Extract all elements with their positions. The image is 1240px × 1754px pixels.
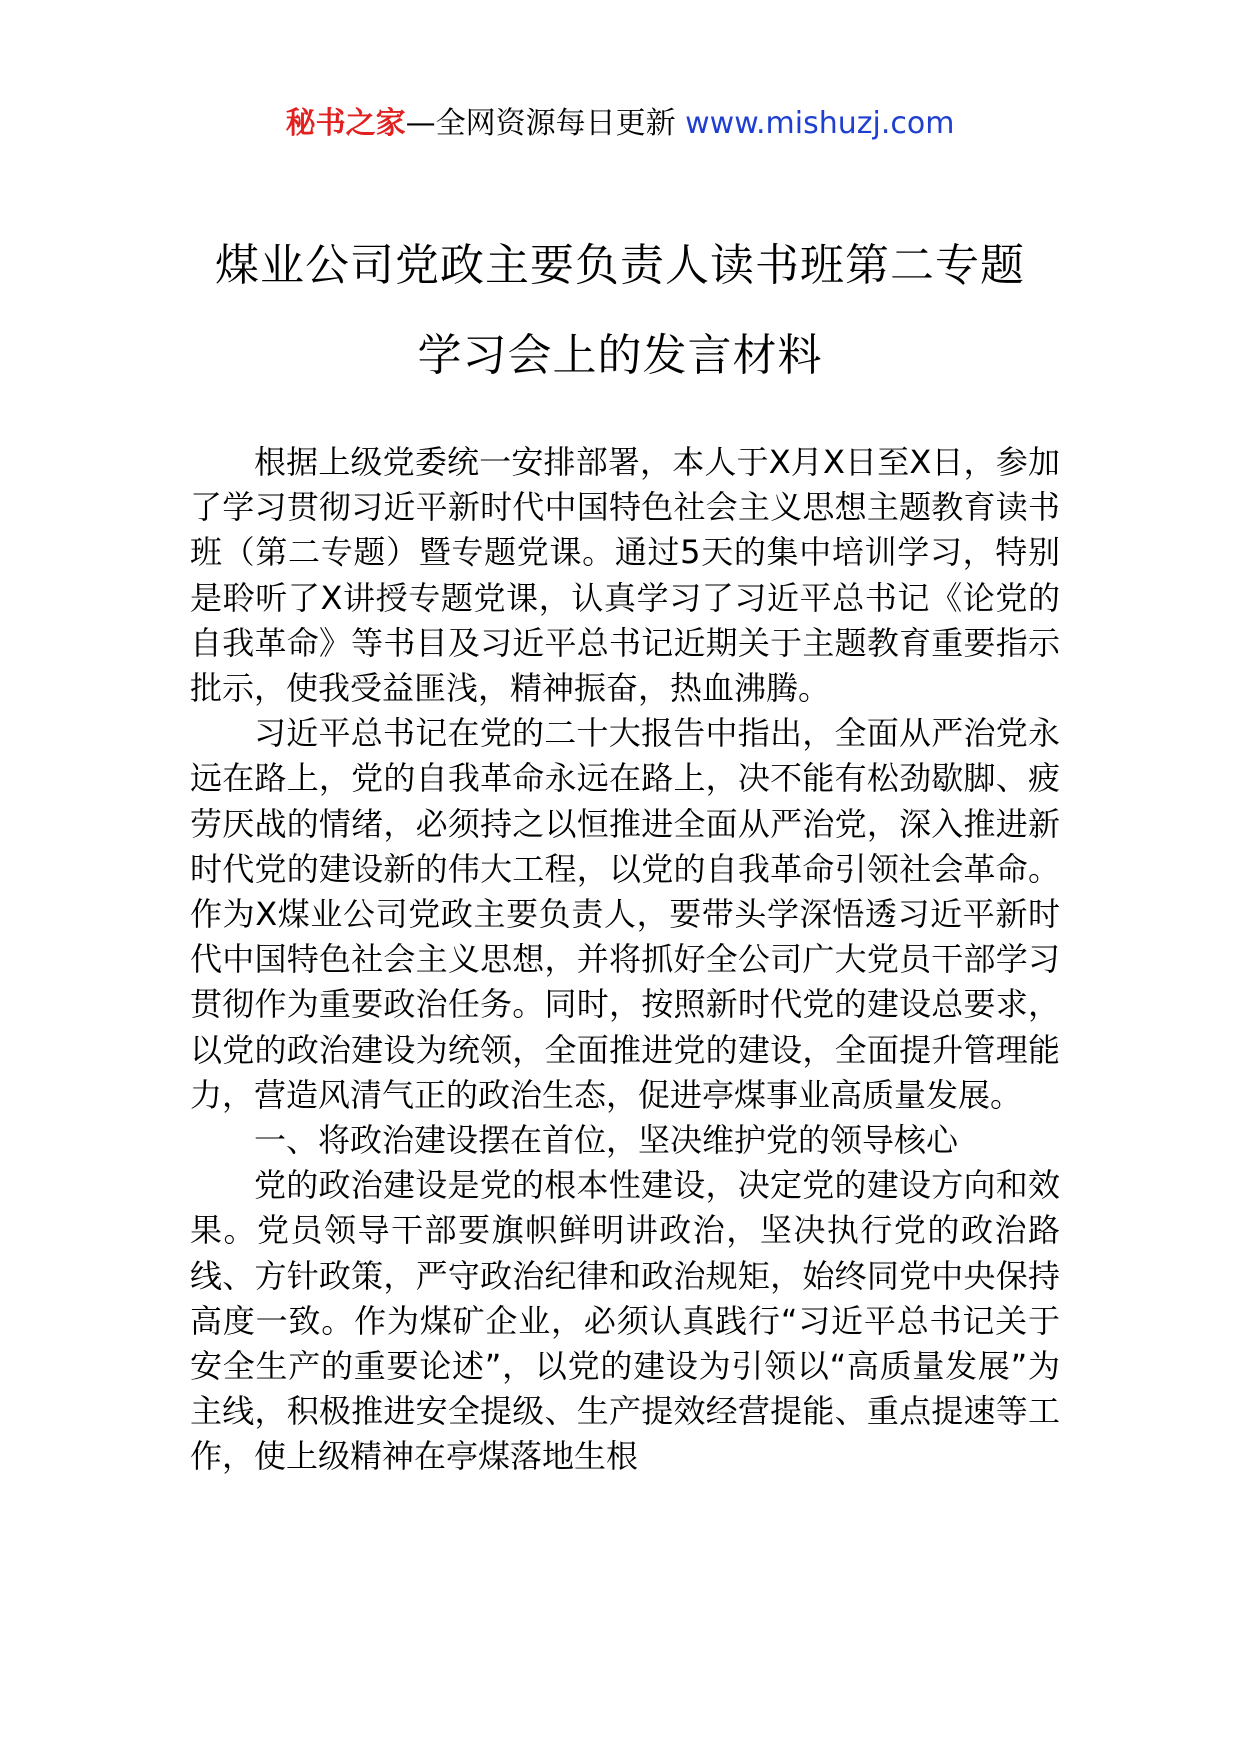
site-header (0, 102, 1240, 146)
section-heading-1: 一、将政治建设摆在首位，坚决维护党的领导核心 (254, 1121, 959, 1160)
paragraph-report: 习近平总书记在党的二十大报告中指出，全面从严治党永远在路上，党的自我革命永远在路上，决不能有松劲歇脚、疲劳厌战的情绪，必须持之以恒推进全面从严治党，深入推进新时代党的建设新的伟大工程，以党的自我革命引领社会革命。作为X煤业公司党政主要负责人，要带头学深悟透习近平新时代中国特色社会主义思想，并将抓好全公司广大党员干部学习贯彻作为重要政治任务。同时，按照新时代党的建设总要求，以党的政治建设为统领，全面推进党的建设，全面提升管理能力，营造风清气正的政治生态，促进亭煤事业高质量发展。 (190, 714, 1060, 1114)
paragraph-intro: 根据上级党委统一安排部署，本人于X月X日至X日，参加了学习贯彻习近平新时代中国特色社会主义思想主题教育读书班（第二专题）暨专题党课。通过5天的集中培训学习，特别是聆听了X讲授专题党课，认真学习了习近平总书记《论党的自我革命》等书目及习近平总书记近期关于主题教育重要指示批示，使我受益匪浅，精神振奋，热血沸腾。 (190, 443, 1060, 708)
document-title-line-1: 煤业公司党政主要负责人读书班第二专题 (215, 240, 1025, 291)
document-title-line-2: 学习会上的发言材料 (417, 330, 823, 381)
site-url[interactable]: www.mishuzj.com (685, 106, 955, 141)
site-brand: 秘书之家 (285, 106, 406, 141)
paragraph-political-building: 党的政治建设是党的根本性建设，决定党的建设方向和效果。党员领导干部要旗帜鲜明讲政治，坚决执行党的政治路线、方针政策，严守政治纪律和政治规矩，始终同党中央保持高度一致。作为煤矿企业，必须认真践行“习近平总书记关于安全生产的重要论述”，以党的建设为引领以“高质量发展”为主线，积极推进安全提级、生产提效经营提能、重点提速等工作，使上级精神在亭煤落地生根 (190, 1166, 1060, 1476)
site-tagline: —全网资源每日更新 (405, 106, 676, 141)
document-body (190, 440, 1060, 1480)
